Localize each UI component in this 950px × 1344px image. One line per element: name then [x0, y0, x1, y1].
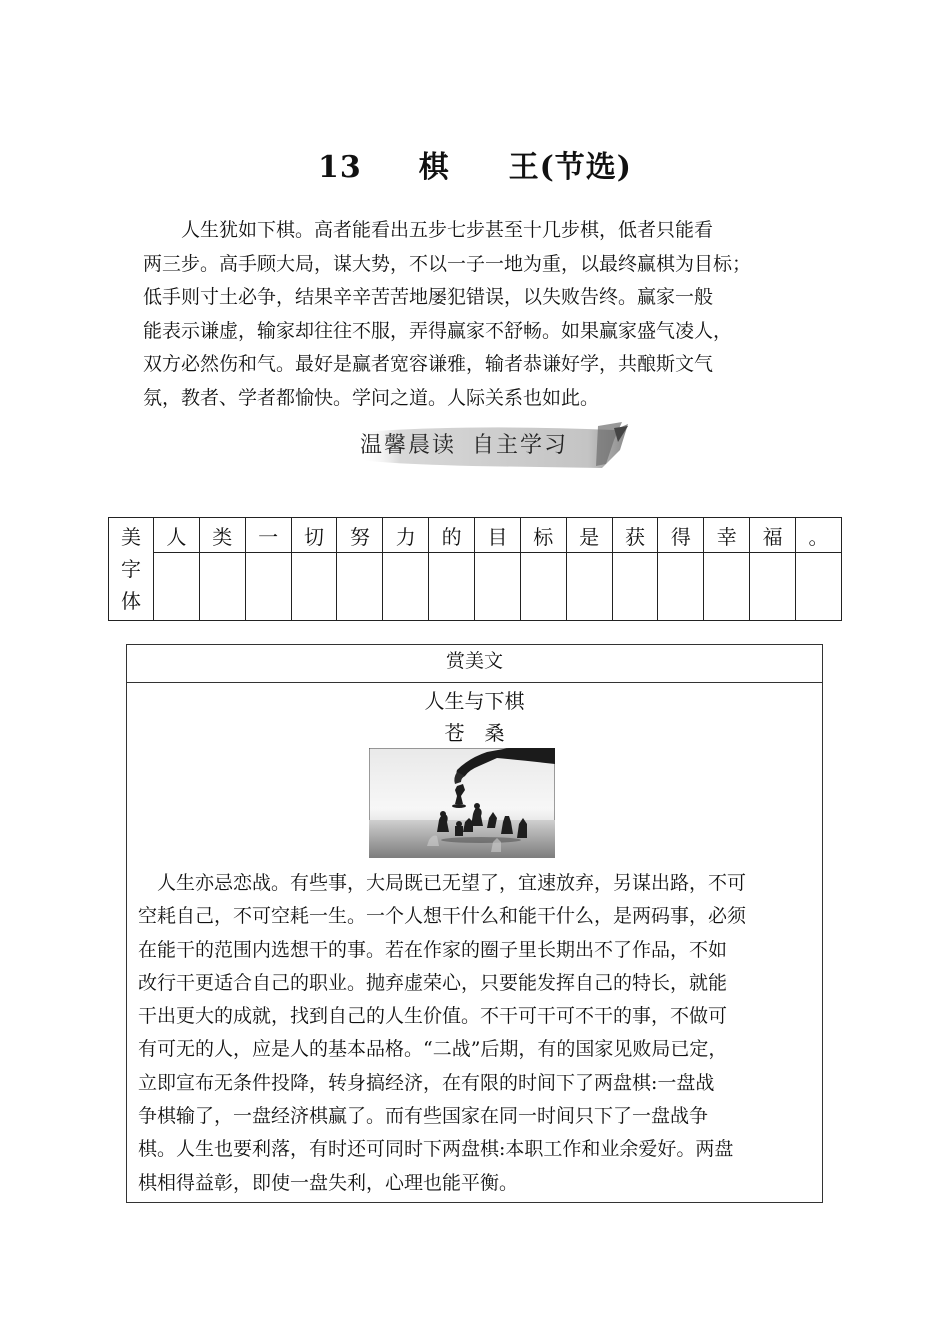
- grid-char: 标: [520, 518, 566, 553]
- essay-line: 人生亦忌恋战。有些事，大局既已无望了，宜速放弃，另谋出路，不可: [138, 872, 747, 894]
- intro-line: 氛，教者、学者都愉快。学问之道。人际关系也如此。: [143, 386, 600, 409]
- section-banner: [352, 420, 632, 472]
- practice-cell[interactable]: [154, 553, 200, 621]
- practice-cell[interactable]: [566, 553, 612, 621]
- essay-line: 空耗自己，不可空耗一生。一个人想干什么和能干什么，是两码事，必须: [138, 905, 747, 928]
- essay-line: 棋相得益彰，即使一盘失利，心理也能平衡。: [138, 1171, 519, 1194]
- practice-cell[interactable]: [796, 553, 842, 621]
- grid-char: 。: [796, 518, 842, 553]
- grid-label: [109, 518, 154, 621]
- banner-part1: 温馨晨读: [360, 433, 457, 458]
- grid-char: 幸: [704, 518, 750, 553]
- essay-box: [126, 644, 823, 1203]
- essay-line: 争棋输了，一盘经济棋赢了。而有些国家在同一时间只下了一盘战争: [138, 1105, 709, 1128]
- lesson-name-2: 王(节选): [508, 150, 632, 185]
- practice-cell[interactable]: [658, 553, 704, 621]
- grid-label-text: 美字体: [121, 525, 141, 613]
- practice-cell[interactable]: [291, 553, 337, 621]
- intro-paragraph: [143, 214, 815, 415]
- calligraphy-grid: [108, 517, 842, 621]
- chess-hand-photo: [369, 748, 555, 858]
- essay-title: 人生与下棋: [424, 689, 525, 713]
- essay-header: 赏美文: [127, 645, 822, 683]
- intro-line: 两三步。高手顾大局，谋大势，不以一子一地为重，以最终赢棋为目标；: [143, 252, 752, 275]
- practice-cell[interactable]: [199, 553, 245, 621]
- practice-cell[interactable]: [475, 553, 521, 621]
- essay-line: 棋。人生也要利落，有时还可同时下两盘棋:本职工作和业余爱好。两盘: [138, 1138, 734, 1161]
- grid-char: 人: [154, 518, 200, 553]
- grid-char: 力: [383, 518, 429, 553]
- practice-cell[interactable]: [383, 553, 429, 621]
- grid-char: 一: [245, 518, 291, 553]
- grid-char: 切: [291, 518, 337, 553]
- intro-line: 低手则寸土必争，结果辛辛苦苦地屡犯错误，以失败告终。赢家一般: [143, 286, 714, 308]
- essay-line: 立即宣布无条件投降，转身搞经济，在有限的时间下了两盘棋:一盘战: [138, 1071, 715, 1094]
- grid-char: 得: [658, 518, 704, 553]
- essay-line: 干出更大的成就，找到自己的人生价值。不干可干可不干的事，不做可: [138, 1005, 728, 1028]
- essay-line: 有可无的人，应是人的基本品格。“二战”后期，有的国家见败局已定，: [138, 1038, 728, 1061]
- grid-char: 获: [612, 518, 658, 553]
- grid-char: 努: [337, 518, 383, 553]
- practice-cell[interactable]: [337, 553, 383, 621]
- practice-cell[interactable]: [429, 553, 475, 621]
- essay-author: 苍 桑: [444, 721, 505, 745]
- lesson-number: 13: [318, 150, 362, 185]
- lesson-title: [0, 142, 950, 186]
- practice-cell[interactable]: [520, 553, 566, 621]
- intro-line: 人生犹如下棋。高者能看出五步七步甚至十几步棋，低者只能看: [143, 219, 714, 241]
- practice-cell[interactable]: [245, 553, 291, 621]
- essay-line: 改行干更适合自己的职业。抛弃虚荣心，只要能发挥自己的特长，就能: [138, 971, 728, 994]
- grid-char: 福: [750, 518, 796, 553]
- grid-char: 类: [199, 518, 245, 553]
- intro-line: 能表示谦虚，输家却往往不服，弄得赢家不舒畅。如果赢家盛气凌人，: [143, 319, 733, 342]
- grid-char: 是: [566, 518, 612, 553]
- grid-char: 的: [429, 518, 475, 553]
- grid-char: 目: [475, 518, 521, 553]
- intro-line: 双方必然伤和气。最好是赢者宽容谦雅，输者恭谦好学，共酿斯文气: [143, 353, 714, 375]
- practice-cell[interactable]: [750, 553, 796, 621]
- essay-body: [138, 867, 818, 1200]
- lesson-name-1: 棋: [418, 150, 450, 185]
- essay-line: 在能干的范围内选想干的事。若在作家的圈子里长期出不了作品，不如: [138, 938, 728, 961]
- practice-cell[interactable]: [612, 553, 658, 621]
- practice-cell[interactable]: [704, 553, 750, 621]
- banner-part2: 自主学习: [472, 433, 569, 458]
